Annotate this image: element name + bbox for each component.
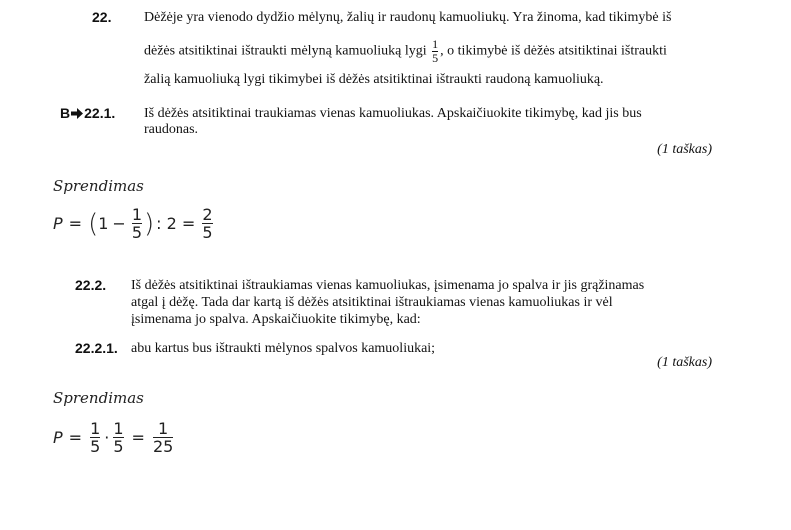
question-22-line-2-post: , o tikimybė iš dėžės atsitiktinai ištraukti [440,43,667,59]
question-number-22: 22. [92,9,112,25]
question-22-line-2-pre: dėžės atsitiktinai ištraukti mėlyną kamuoliuką lygi [144,43,427,59]
question-number-22-2: 22.2. [75,277,107,293]
fraction-denominator: 5 [113,437,124,456]
fraction-one-fifth [113,420,123,455]
fraction-numerator: 1 [131,205,142,224]
left-paren: ( [88,208,99,239]
fraction-result [202,206,212,241]
fraction-denominator: 5 [131,223,142,242]
formula-divide: : 2 = [156,214,196,233]
solution-2-formula [53,420,175,455]
solution-label: Sprendimas [53,177,144,195]
question-22-1-line-2: raudonas. [144,122,199,137]
fraction-result [153,420,173,455]
question-22-2-1-text: abu kartus bus ištraukti mėlynos spalvos kamuoliukai; [131,341,436,356]
fraction-numerator: 1 [158,419,169,438]
fraction-numerator: 1 [113,419,124,438]
fraction-denominator: 25 [152,437,174,456]
formula-multiply: · [104,428,110,447]
question-22-line-2 [144,38,667,65]
question-22-2-line-2: atgal į dėžę. Tada dar kartą iš dėžės atsitiktinai ištraukiamas vienas kamuoliukas ir vėl [131,295,613,310]
question-number-22-1 [60,105,115,121]
formula-equals: = [131,428,145,447]
points-label: (1 taškas) [657,355,712,370]
fraction-numerator: 2 [202,205,213,224]
formula-one: 1 [98,214,109,233]
points-label: (1 taškas) [657,142,712,157]
formula-equals: = [68,214,83,233]
solution-label: Sprendimas [53,389,144,407]
question-22-2-line-3: įsimenama jo spalva. Apskaičiuokite tikimybę, kad: [131,312,421,327]
right-paren: ) [144,208,155,239]
formula-variable-p: P [53,428,63,447]
formula-equals: = [68,428,83,447]
formula-minus: − [112,214,126,233]
fraction-numerator: 1 [432,37,439,51]
arrow-right-icon [71,108,83,119]
question-22-line-1: Dėžėje yra vienodo dydžio mėlynų, žalių ir raudonų kamuoliukų. Yra žinoma, kad tikimybė iš [144,10,672,25]
fraction-one-fifth [432,38,438,65]
question-number: 22.1. [84,105,116,121]
fraction-numerator: 1 [90,419,101,438]
level-letter: B [60,105,71,121]
fraction-denominator: 5 [90,437,101,456]
fraction-one-fifth [90,420,100,455]
formula-variable-p: P [53,214,63,233]
fraction-denominator: 5 [432,51,439,65]
solution-1-formula [53,206,215,241]
question-22-1-line-1: Iš dėžės atsitiktinai traukiamas vienas kamuoliukas. Apskaičiuokite tikimybę, kad jis bus [144,106,642,121]
question-22-2-line-1: Iš dėžės atsitiktinai ištraukiamas vienas kamuoliukas, įsimenama jo spalva ir jis grąžinamas [131,278,645,293]
fraction-denominator: 5 [202,223,213,242]
question-22-line-3: žalią kamuoliuką lygi tikimybei iš dėžės atsitiktinai ištraukti raudoną kamuoliuką. [144,72,604,87]
question-number-22-2-1: 22.2.1. [75,340,118,356]
fraction-one-fifth [132,206,142,241]
